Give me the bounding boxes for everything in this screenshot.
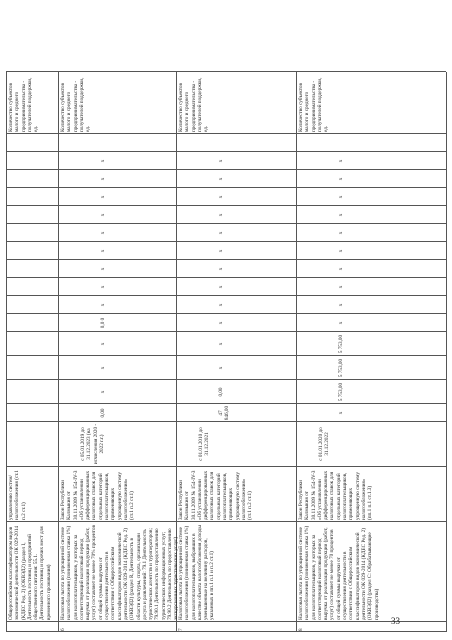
rotated-table (6, 32, 446, 632)
row-border-3 (296, 72, 297, 632)
row-legal-basis: Закон Республики Калмыкия от 30.11.2009 № 154-IV-З «Об установлении дифференцированных налоговых ставок для отдельных категорий налогоплательщиков, применяющих упрощенную систему налогообложения» (ст.1 п.2 ст.1) (178, 469, 254, 520)
row-border-1 (58, 72, 59, 632)
col-border-7 (6, 355, 446, 356)
row-period: с 01.01.2010 до 31.12.2021 (198, 425, 211, 461)
col-border-2 (6, 521, 446, 522)
row-value-cell: 0,0 0 (100, 317, 106, 329)
row-value-cell: x (218, 321, 224, 325)
row-period: с 01.01.2020 до 31.12.2022 (318, 425, 331, 461)
row-number: 6 (60, 628, 66, 631)
row-value-cell: x (218, 159, 224, 163)
row-value-cell: x (338, 249, 344, 253)
row-border-0 (6, 72, 7, 632)
row-value-cell: x (218, 303, 224, 307)
row-unit: Количество субъектов малого и среднего предпринимательства - получателей поддержки, ед. (60, 76, 92, 132)
row-value-cell: x (218, 231, 224, 235)
col-border-15 (6, 205, 446, 206)
row-value-cell: x (338, 159, 344, 163)
row-legal-basis: Закон Республики Калмыкия от 30.11.2009 № 154-IV-З «Об установлении дифференцированных налоговых ставок для отдельных категорий налогоплательщиков, применяющих упрощенную систему налогообложения» (ст.1 п.2 ст.1) (60, 469, 136, 520)
page-number: 33 (391, 616, 400, 626)
col-border-18 (6, 151, 446, 152)
top-row-basis: управлению систем/ налогообложения (ст.1 п.2 ст.1) (8, 468, 27, 520)
col-border-3 (6, 466, 446, 467)
top-row-description: Общероссийским классификатором видов экономической деятельности ОК 029-2014 (КДЕС Ред. 2) (ОКВЭД2) (раздел I, Деятельность гостиниц и предприятий общественного питания: 55.1. Деятельность гостиниц и прочих мест для временного проживания) (8, 524, 52, 620)
row-value-cell: 0,00 (218, 387, 224, 397)
row-number: 8 (298, 628, 304, 631)
row-value-cell: x (338, 303, 344, 307)
row-value-cell: x (338, 177, 344, 181)
row-border-4 (446, 72, 447, 632)
top-row-unit: Количество субъектов малого и среднего предпринимательства - получателей поддержки, ед. (8, 76, 40, 132)
row-value-cell: x (100, 303, 106, 307)
row-unit: Количество субъектов малого и среднего предпринимательства - получателей поддержки, ед. (298, 76, 330, 132)
row-value-cell: x (218, 213, 224, 217)
row-value-cell: x (100, 231, 106, 235)
row-value-cell: x (218, 195, 224, 199)
row-value-cell: 5 753,00 (338, 358, 344, 378)
row-value-cell: x (338, 231, 344, 235)
row-value-cell: x (218, 267, 224, 271)
row-value-cell: x (100, 267, 106, 271)
row-value-cell: x (100, 249, 106, 253)
row-value-cell: x (338, 321, 344, 325)
row-value-cell: x (100, 177, 106, 181)
col-border-19 (6, 133, 446, 134)
col-border-12 (6, 259, 446, 260)
row-value-cell: x (218, 366, 224, 370)
col-border-4 (6, 421, 446, 422)
col-border-14 (6, 223, 446, 224)
col-border-9 (6, 313, 446, 314)
col-border-1 (6, 621, 446, 622)
col-border-5 (6, 403, 446, 404)
row-description: Налоговая льгота по упрощенной системе налогообложения (пониженная ставка 1%) для налогоплательщиков, выбравших в качестве объекта налогообложения доходы уменьшенные на величину расходов, указанных в пп.1 п.1 и п.2 ст.1) (178, 523, 216, 620)
col-border-6 (6, 379, 446, 380)
row-value-cell: x (218, 342, 224, 346)
col-border-0 (6, 631, 446, 632)
row-value-cell: x (100, 390, 106, 394)
row-value-cell: x (338, 285, 344, 289)
row-value-cell: x (100, 285, 106, 289)
col-border-11 (6, 277, 446, 278)
row-description: Налоговая льгота по упрощенной системе налогообложения (пониженная ставка 1%) для налогоплательщиков, у которых за соответствующий налоговый период выручка от реализации продукции (работ, услуг) составляет не менее 70 процентов от общей суммы выручки от осуществления деятельности в соответствии с Общероссийским классификатором видов экономической деятельности ОК 029-2014 (КДЕС Ред. 2) (ОКВЭД2) (раздел С: Обрабатывающие производства) (298, 524, 380, 620)
row-value-cell: x (218, 249, 224, 253)
row-legal-basis: Закон Республики Калмыкия от 30.11.2009 № 154-IV-З «Об установлении дифференцированных налоговых ставок для отдельных категорий налогоплательщиков, применяющих упрощенную систему налогообложения» (пп.1 п.1 ст.1.3) (298, 469, 374, 520)
row-value-cell: x (100, 213, 106, 217)
row-value-cell: 5 753,00 (338, 334, 344, 354)
col-border-16 (6, 187, 446, 188)
col-border-8 (6, 331, 446, 332)
row-value-cell: 0,00 (100, 408, 106, 418)
row-value-cell: x (100, 366, 106, 370)
col-border-17 (6, 169, 446, 170)
row-value-cell: x (338, 213, 344, 217)
col-border-13 (6, 241, 446, 242)
row-value-cell: x (100, 159, 106, 163)
row-value-cell: x (218, 285, 224, 289)
col-border-20 (6, 71, 446, 72)
row-description: Налоговая льгота по упрощенной системе налогообложения (пониженная ставка 1%) для налогоплательщиков, у которых за соответствующий налоговый период выручка от реализации продукции (работ, услуг) составляет не менее 70% процентов от общей суммы выручки от осуществления деятельности в соответствии с Общероссийским классификатором видов экономической деятельности ОК 029-2014 (КДЕС Ред. 2) (ОКВЭД2) (раздел R, Деятельность в области культуры, спорта, организации досуга и развлечений: 79.1 Деятельность туристических агентств и туроператоров; 79.90.1 Деятельность по предоставлению туристических информационных услуг; 79.90.2 Деятельность по предоставлению экскурсионных туристических услуг) (60, 523, 180, 620)
row-value-cell: 5 753,00 (338, 382, 344, 402)
row-value-cell: x (338, 195, 344, 199)
row-value-cell: x (100, 195, 106, 199)
row-value-cell: x (338, 267, 344, 271)
row-value-cell: x (338, 411, 344, 415)
row-unit: Количество субъектов малого и среднего предпринимательства - получателей поддержки, ед. (178, 76, 210, 132)
col-border-10 (6, 295, 446, 296)
row-value-cell: 47 846,00 (218, 405, 231, 421)
row-period: с 05.01.2019 до 31.12.2023 (на исчисления 2020 - 2022 г.г.) (80, 422, 105, 465)
row-value-cell: x (100, 342, 106, 346)
row-value-cell: x (218, 177, 224, 181)
row-number: 7 (178, 628, 184, 631)
